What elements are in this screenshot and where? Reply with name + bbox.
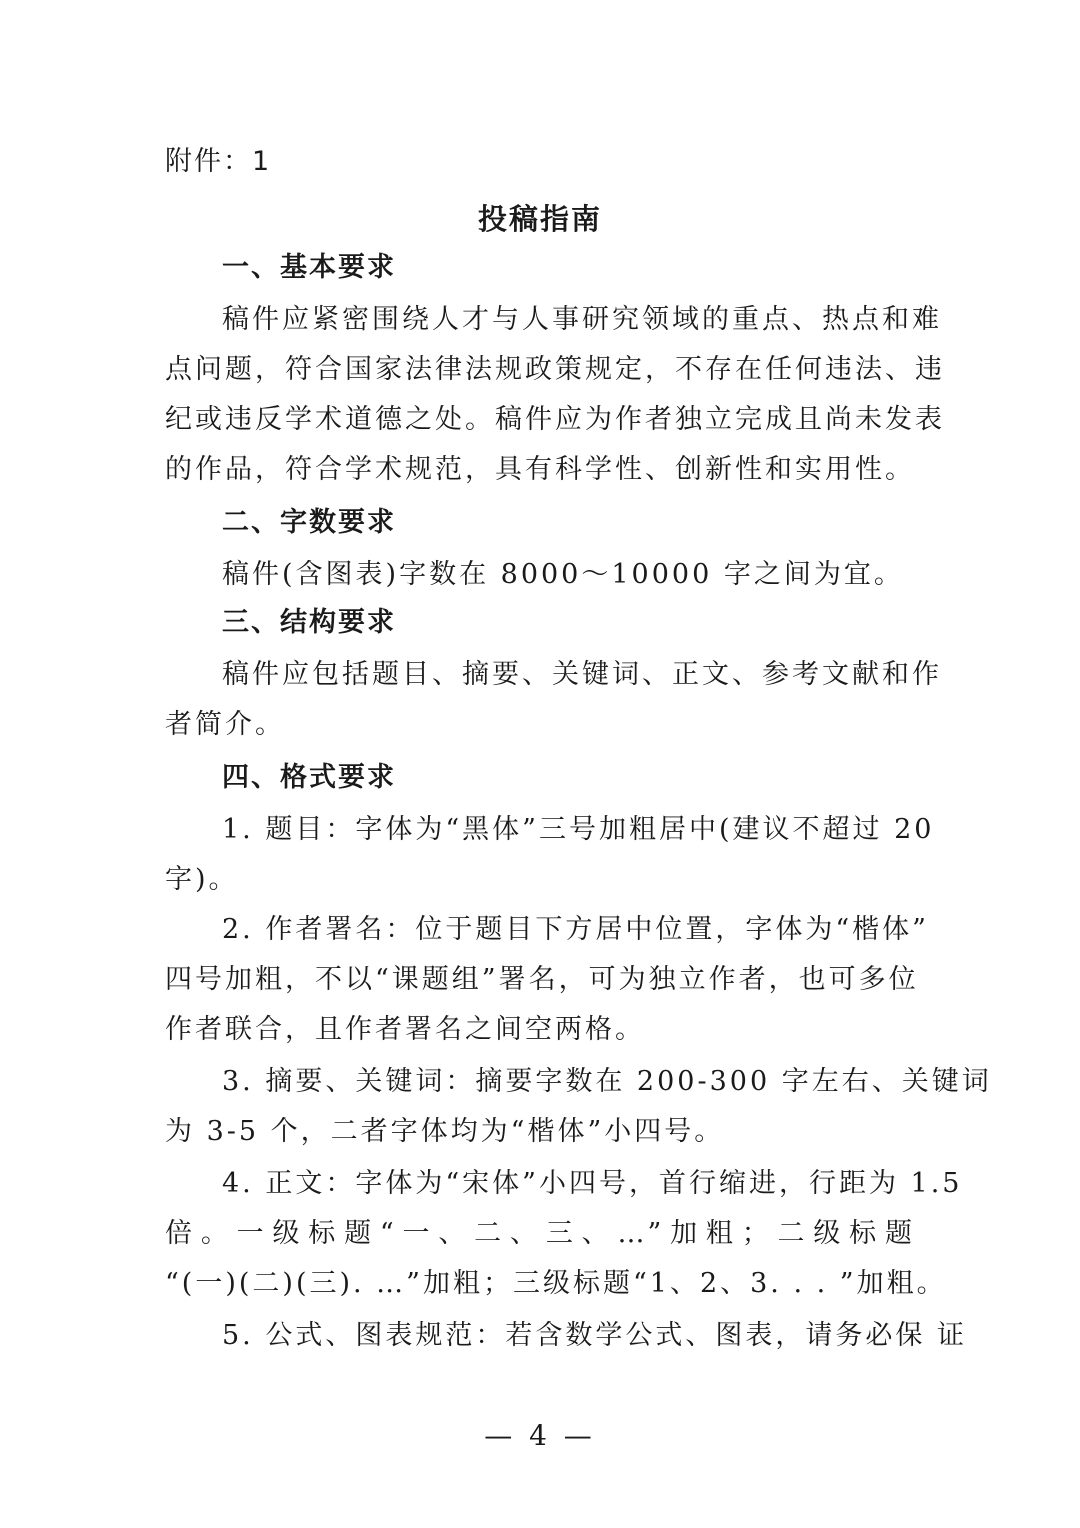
list-item-line: 4. 正文：字体为“宋体”小四号，首行缩进，行距为 1.5 (222, 1168, 963, 1199)
attachment-label: 附件：1 (165, 146, 272, 177)
list-item-line: 1. 题目：字体为“黑体”三号加粗居中(建议不超过 20 (222, 814, 935, 845)
section-heading-basic: 一、基本要求 (222, 252, 396, 283)
paragraph-line: 纪或违反学术道德之处。稿件应为作者独立完成且尚未发表 (165, 404, 945, 435)
list-item-line: 作者联合，且作者署名之间空两格。 (165, 1014, 645, 1045)
list-item-line: 为 3-5 个，二者字体均为“楷体”小四号。 (165, 1116, 725, 1147)
list-item-line: 5. 公式、图表规范：若含数学公式、图表，请务必保 证 (222, 1320, 967, 1351)
document-title: 投稿指南 (477, 202, 602, 236)
list-item-line: 倍。一级标题“一、二、三、…”加粗；二级标题 (165, 1218, 915, 1249)
list-item-line: 3. 摘要、关键词：摘要字数在 200-300 字左右、关键词 (222, 1066, 992, 1097)
section-heading-word-count: 二、字数要求 (222, 507, 396, 538)
list-item-line: 2. 作者署名：位于题目下方居中位置，字体为“楷体” (222, 914, 929, 945)
paragraph-line: 稿件应紧密围绕人才与人事研究领域的重点、热点和难 (222, 304, 942, 335)
paragraph-line: 的作品，符合学术规范，具有科学性、创新性和实用性。 (165, 454, 915, 485)
list-item-line: 字)。 (165, 864, 239, 895)
paragraph-line: 稿件应包括题目、摘要、关键词、正文、参考文献和作 (222, 659, 942, 690)
list-item-line: “(一)(二)(三). …”加粗；三级标题“1、2、3. . . ”加粗。 (165, 1268, 947, 1299)
list-item-line: 四号加粗，不以“课题组”署名，可为独立作者，也可多位 (165, 964, 919, 995)
page-number: — 4 — (484, 1419, 596, 1452)
paragraph-line: 点问题，符合国家法律法规政策规定，不存在任何违法、违 (165, 354, 945, 385)
section-heading-structure: 三、结构要求 (222, 607, 396, 638)
paragraph-line: 稿件(含图表)字数在 8000～10000 字之间为宜。 (222, 559, 904, 590)
paragraph-line: 者简介。 (165, 709, 285, 740)
section-heading-format: 四、格式要求 (222, 762, 396, 793)
